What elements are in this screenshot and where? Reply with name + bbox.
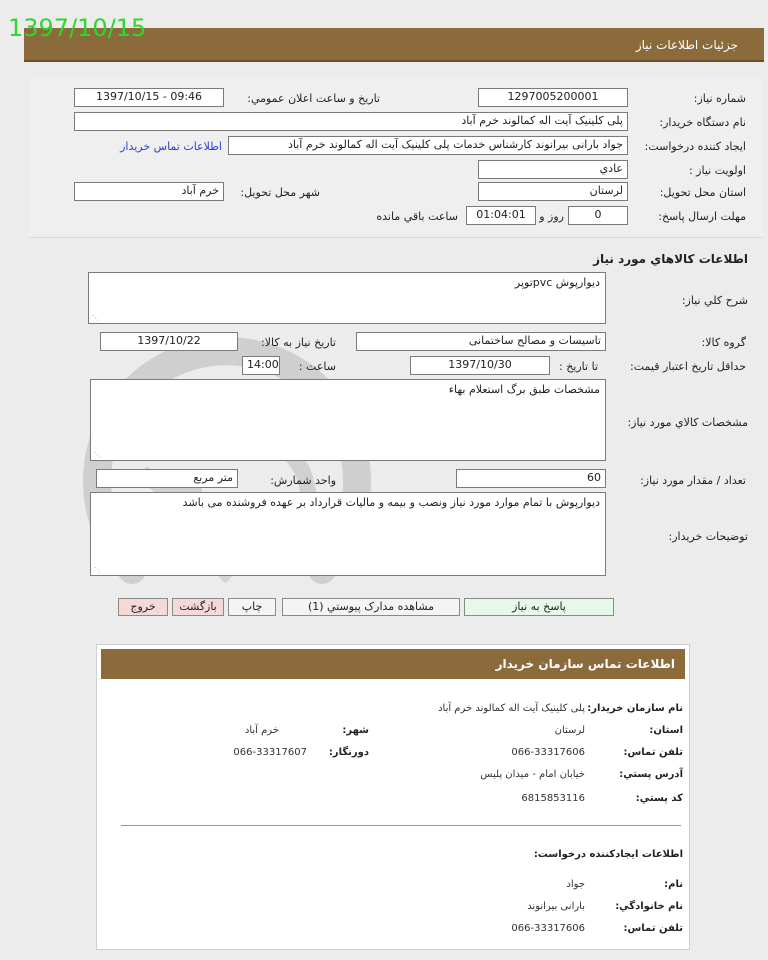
summary-label: شرح کلي نياز: [681, 294, 748, 307]
resize-grip-icon: ⋰ [94, 566, 101, 574]
reply-button[interactable]: پاسخ به نياز [464, 598, 614, 616]
creator-label: ايجاد کننده درخواست: [644, 140, 746, 153]
city-label: شهر محل تحويل: [240, 186, 320, 199]
contact-province-value: لرستان [554, 725, 585, 736]
need-number-label: شماره نياز: [693, 92, 746, 105]
time-label: ساعت : [298, 360, 336, 373]
priority-field: عادي [478, 160, 628, 179]
creator-info-title: اطلاعات ايجادکننده درخواست: [533, 849, 683, 860]
announce-field: 1397/10/15 - 09:46 [74, 88, 224, 107]
buyer-org-label: نام دستگاه خريدار: [659, 116, 746, 129]
contact-phone-value: 066-33317606 [511, 747, 585, 758]
contact-postal-label: کد پستي: [635, 793, 683, 804]
need-date-label: تاريخ نياز به کالا: [261, 336, 336, 349]
summary-textarea [88, 272, 606, 324]
spec-text: مشخصات طبق برگ استعلام بهاء [448, 383, 600, 396]
to-date-label: تا تاريخ : [559, 360, 598, 373]
creator-first-name-label: نام: [664, 879, 683, 890]
deadline-label: مهلت ارسال پاسخ: [658, 210, 746, 223]
deadline-days-field: 0 [568, 206, 628, 225]
need-date-field: 1397/10/22 [100, 332, 238, 351]
need-number-field: 1297005200001 [478, 88, 628, 107]
contact-divider [121, 825, 681, 826]
creator-phone-value: 066-33317606 [511, 923, 585, 934]
contact-province-label: استان: [649, 725, 683, 736]
group-label: گروه کالا: [701, 336, 746, 349]
group-field: تاسیسات و مصالح ساختمانی [356, 332, 606, 351]
province-field: لرستان [478, 182, 628, 201]
attachments-button[interactable]: مشاهده مدارک پيوستي (1) [282, 598, 460, 616]
remaining-label: ساعت باقي مانده [376, 210, 458, 223]
buyer-org-field: پلی کلینیک آیت اله کمالوند خرم آباد [74, 112, 628, 131]
unit-label: واحد شمارش: [270, 474, 336, 487]
contact-postal-value: 6815853116 [521, 793, 585, 804]
contact-address-value: خیابان امام - میدان پلیس [480, 769, 585, 780]
deadline-time-field: 01:04:01 [466, 206, 536, 225]
province-label: استان محل تحويل: [659, 186, 746, 199]
qty-field: 60 [456, 469, 606, 488]
days-label: روز و [539, 210, 564, 223]
announce-label: تاريخ و ساعت اعلان عمومي: [247, 92, 380, 105]
unit-field: متر مربع [96, 469, 238, 488]
page-title: جزئيات اطلاعات نياز [635, 38, 738, 52]
qty-label: تعداد / مقدار مورد نياز: [640, 474, 746, 487]
buyer-contact-panel [96, 644, 690, 950]
creator-field: جواد بارانی بیرانوند کارشناس خدمات پلی کلینیک آیت اله کمالوند خرم آباد [228, 136, 628, 155]
exit-button[interactable]: خروج [118, 598, 168, 616]
creator-last-name-value: بارانی بیرانوند [527, 901, 585, 912]
back-button[interactable]: بازگشت [172, 598, 224, 616]
city-field: خرم آباد [74, 182, 224, 201]
resize-grip-icon: ⋰ [92, 314, 99, 322]
contact-org-value: پلی کلینیک آیت اله کمالوند خرم آباد [438, 703, 585, 714]
spec-textarea [90, 379, 606, 461]
contact-title: اطلاعات تماس سازمان خريدار [495, 657, 675, 671]
contact-fax-value: 066-33317607 [233, 747, 307, 758]
time-field: 14:00 [242, 356, 280, 375]
contact-header [101, 649, 685, 679]
contact-phone-label: تلفن تماس: [623, 747, 683, 758]
priority-label: اولويت نياز : [688, 164, 746, 177]
date-stamp: 1397/10/15 [8, 14, 147, 42]
goods-section-title: اطلاعات کالاهاي مورد نياز [593, 252, 748, 266]
creator-last-name-label: نام خانوادگي: [615, 901, 683, 912]
buyer-notes-text: دیوارپوش با تمام موارد مورد نیاز ونصب و بیمه و مالیات قرارداد بر عهده فروشنده می باشد [182, 496, 600, 509]
creator-phone-label: تلفن تماس: [623, 923, 683, 934]
to-date-field: 1397/10/30 [410, 356, 550, 375]
buyer-contact-link[interactable]: اطلاعات تماس خريدار [120, 140, 222, 153]
buyer-notes-textarea [90, 492, 606, 576]
print-button[interactable]: چاپ [228, 598, 276, 616]
contact-address-label: آدرس پستي: [619, 769, 683, 780]
contact-city-label: شهر: [342, 725, 369, 736]
buyer-notes-label: توضيحات خريدار: [668, 530, 748, 543]
summary-text: دیوارپوش pvcتوپر [514, 276, 600, 289]
contact-city-value: خرم آباد [244, 725, 279, 736]
spec-label: مشخصات کالاي مورد نياز: [627, 416, 748, 429]
contact-org-label: نام سازمان خريدار: [587, 703, 683, 714]
resize-grip-icon: ⋰ [94, 451, 101, 459]
contact-fax-label: دورنگار: [328, 747, 369, 758]
min-validity-label: حداقل تاريخ اعتبار قيمت: [630, 360, 746, 373]
creator-first-name-value: جواد [566, 879, 585, 890]
